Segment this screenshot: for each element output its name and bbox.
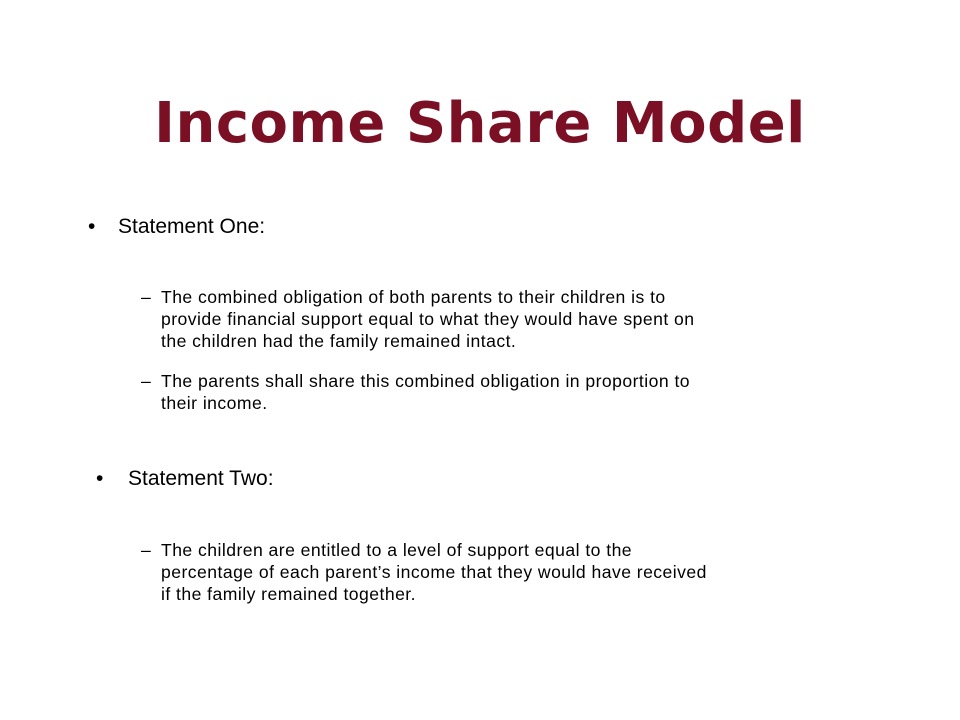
bullet-icon: •	[88, 215, 96, 238]
dash-icon: –	[141, 371, 152, 391]
list-item	[141, 370, 881, 414]
list-item	[141, 286, 881, 352]
section-heading: Statement Two:	[128, 467, 274, 490]
section-statement-one	[88, 214, 488, 240]
dash-icon: –	[141, 540, 152, 560]
section-statement-two	[96, 466, 496, 492]
dash-icon: –	[141, 287, 152, 307]
section-heading: Statement One:	[118, 215, 266, 238]
list-item-text: The children are entitled to a level of support equal to the percentage of each parent’s income that they would have received if the family remained together.	[161, 540, 707, 604]
list-item-text: The parents shall share this combined obligation in proportion to their income.	[161, 371, 691, 413]
bullet-icon: •	[96, 467, 104, 490]
slide-title: Income Share Model	[154, 91, 806, 156]
list-item-text: The combined obligation of both parents to their children is to provide financial support equal to what they would have spent on the children had the family remained intact.	[161, 287, 695, 351]
list-item	[141, 539, 881, 605]
